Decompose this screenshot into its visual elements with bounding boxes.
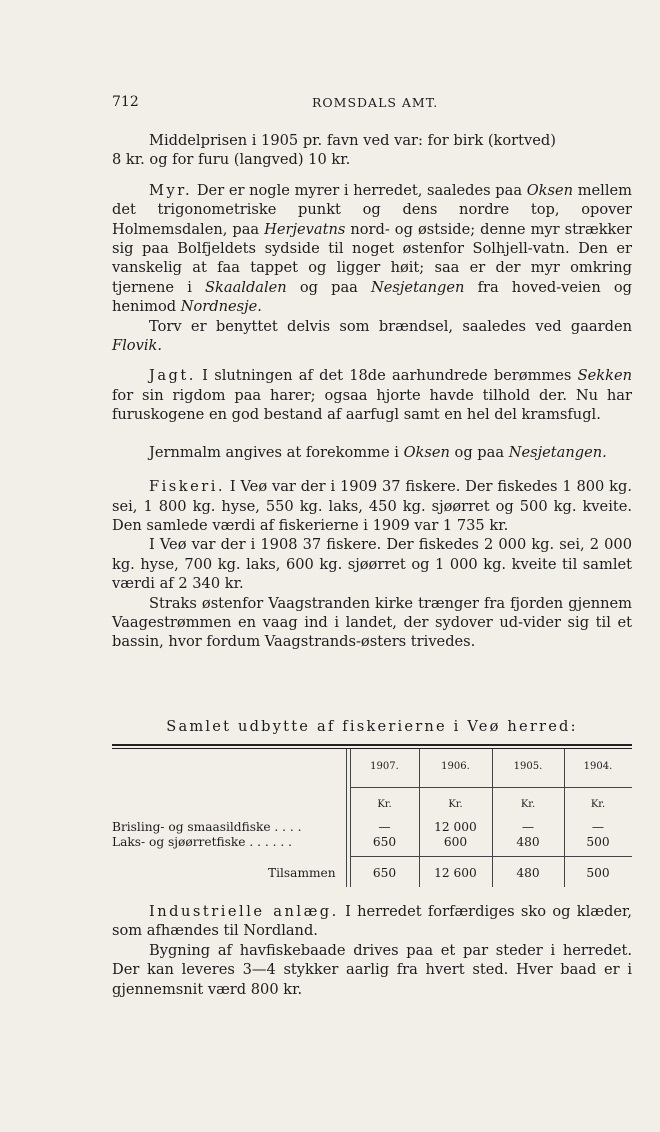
year-header: 1905. [513,761,543,772]
table-cell: — [521,820,535,834]
unit-label: Kr. [520,799,536,810]
text-block-upper [112,131,632,652]
paragraph-fiskeri-1908: I Veø var der i 1908 37 fiskere. Der fiskedes 2 000 kg. sei, 2 000 kg. hyse, 700 kg. laks, 600 kg. sjøørret og 1 000 kg. kveite til samlet værdi af 2 340 kr. [112,536,632,593]
paragraph-jagt: Jagt. I slutningen af det 18de aarhundrede berømmes Sekken for sin rigdom paa harer; ogsaa hjorte havde tilhold der. Nu har furuskogene en god bestand af aarfugl samt en hel del kramsfugl. [112,367,632,424]
total-label: Tilsammen [268,866,336,880]
section-head-industri: Industrielle anlæg. [149,903,339,920]
table-cell: — [378,820,391,834]
row-label: Brisling- og smaasildfiske . . . . [112,820,302,834]
unit-label: Kr. [448,799,463,810]
page-number: 712 [112,94,139,110]
total-cell: 12 600 [434,866,477,880]
row-label: Laks- og sjøørretfiske . . . . . . [112,835,292,849]
paragraph-baadbygning: Bygning af havfiskebaade drives paa et par steder i herredet. Der kan leveres 3—4 stykker aarlig fra hvert sted. Hver baad er i gjennemsnit værd 800 kr. [112,941,632,998]
table-cell: — [591,820,605,834]
table-title: Samlet udbytte af fiskerierne i Veø herred: [166,718,578,735]
table-cell: 650 [372,835,397,849]
table-top-rule [112,744,632,746]
table-total-rule [350,856,632,857]
table-cell: 500 [586,835,610,849]
total-cell: 500 [586,866,610,880]
paragraph-fiskeri: Fiskeri. I Veø var der i 1909 37 fiskere. Der fiskedes 1 800 kg. sei, 1 800 kg. hyse, 550 kg. laks, 450 kg. sjøørret og 500 kg. kveite. Den samlede værdi af fiskerierne i 1909 var 1 735 kr. [112,478,632,534]
table-divider [346,749,347,887]
table-top-rule-thin [112,748,632,749]
paragraph-torv: Torv er benyttet delvis som brændsel, saaledes ved gaarden Flovik. [112,317,632,355]
table-cell: 600 [443,835,468,849]
table-cell: 12 000 [434,820,477,834]
total-cell: 480 [516,866,540,880]
year-header: 1906. [441,761,470,772]
section-head-fiskeri: Fiskeri. [149,478,226,496]
paragraph-price: Middelprisen i 1905 pr. favn ved var: for birk (kortved) 8 kr. og for furu (langved) 10 kr. [112,132,556,169]
paragraph-vaagstranden: Straks østenfor Vaagstranden kirke trænger fra fjorden gjennem Vaagestrømmen en vaag ind i landet, der sydover ud-vider sig til et bassin, hvor fordum Vaagstrands-østers trivedes. [112,594,632,651]
running-title: ROMSDALS AMT. [312,95,439,110]
year-header: 1907. [370,761,399,772]
table-header-rule [350,787,632,788]
section-head-jagt: Jagt. [149,367,196,385]
paragraph-jernmalm: Jernmalm angives at forekomme i Oksen og paa Nesjetangen. [149,443,607,461]
unit-label: Kr. [590,799,606,810]
section-head-myr: Myr. [149,181,193,199]
text-block-lower [112,902,632,999]
total-cell: 650 [372,866,397,880]
paragraph-myr: Myr. Der er nogle myrer i herredet, saaledes paa Oksen mellem det trigonometriske punkt og dens nordre top, opover Holmemsdalen, paa Herjevatns nord- og østside; denne myr strækker sig paa Bolfjeldets sydside til noget østenfor Solhjell-vatn. Den er vanskelig at faa tappet og ligger høit; saa er der myr omkring tjernene i Skaaldalen og paa Nesjetangen fra hoved-veien og henimod Nordnesje. [112,181,632,316]
paragraph-industri: Industrielle anlæg. I herredet forfærdiges sko og klæder, som afhændes til Nordland. [112,903,632,940]
table-cell: 480 [516,835,540,849]
year-header: 1904. [583,761,613,772]
unit-label: Kr. [377,799,392,810]
